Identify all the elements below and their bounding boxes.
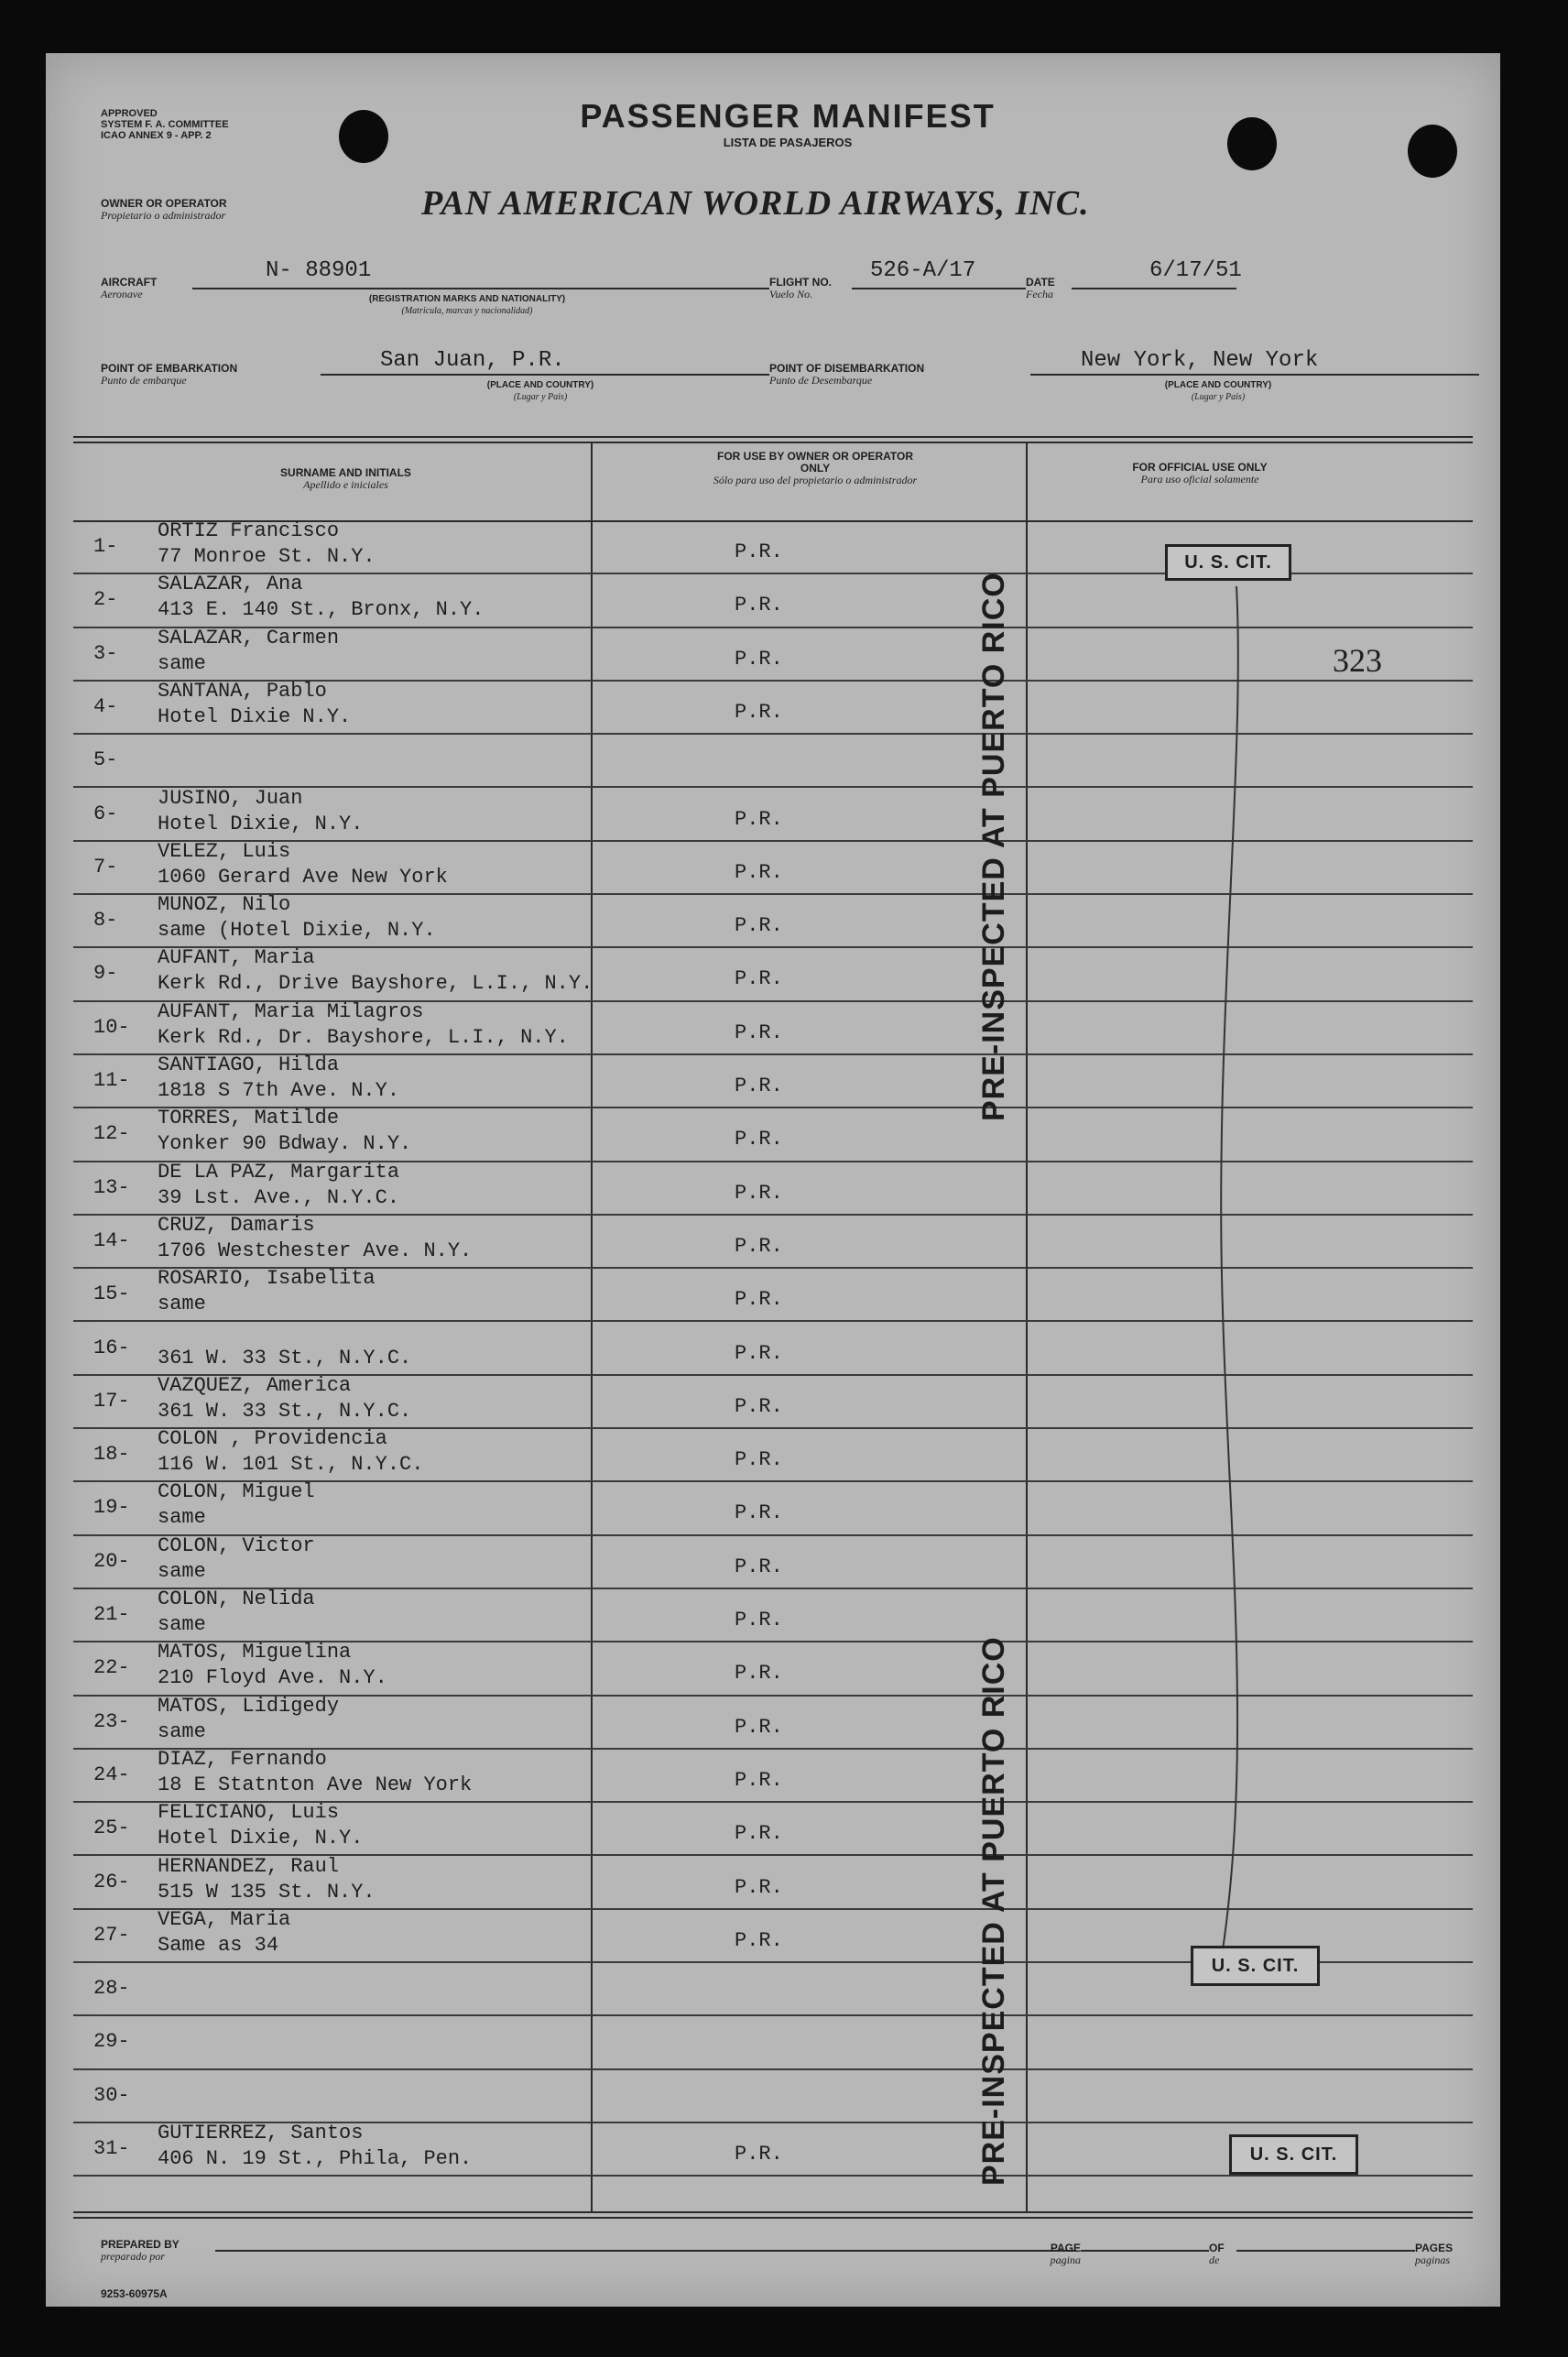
row-number: 14- bbox=[93, 1228, 130, 1252]
passenger-name: DIAZ, Fernando bbox=[158, 1747, 327, 1771]
passenger-address: Kerk Rd., Dr. Bayshore, L.I., N.Y. bbox=[158, 1025, 569, 1049]
registration-note: (REGISTRATION MARKS AND NATIONALITY) (Matricula, marcas y nacionalidad) bbox=[368, 294, 566, 316]
passenger-address: same bbox=[158, 1559, 206, 1583]
place-note: (PLACE AND COUNTRY) (Lugar y Pais) bbox=[486, 380, 594, 402]
passenger-address: 1706 Westchester Ave. N.Y. bbox=[158, 1239, 473, 1262]
operator-code: P.R. bbox=[735, 1609, 783, 1631]
us-citizen-stamp: U. S. CIT. bbox=[1165, 544, 1291, 581]
operator-code: P.R. bbox=[735, 2143, 783, 2166]
passenger-address: same bbox=[158, 1719, 206, 1743]
row-number: 17- bbox=[93, 1389, 130, 1413]
operator-code: P.R. bbox=[735, 914, 783, 938]
manifest-sheet bbox=[46, 53, 1500, 2307]
page-subtitle: LISTA DE PASAJEROS bbox=[723, 136, 853, 149]
approval-line: SYSTEM F. A. COMMITTEE bbox=[101, 119, 229, 130]
passenger-address: Hotel Dixie N.Y. bbox=[158, 704, 352, 728]
passenger-name: COLON, Miguel bbox=[158, 1480, 315, 1504]
punch-hole bbox=[339, 110, 388, 163]
operator-code: P.R. bbox=[735, 1288, 783, 1312]
operator-name: PAN AMERICAN WORLD AIRWAYS, INC. bbox=[421, 184, 1090, 223]
passenger-name: GUTIERREZ, Santos bbox=[158, 2122, 364, 2144]
date-value: 6/17/51 bbox=[1149, 258, 1242, 283]
operator-code: P.R. bbox=[735, 1875, 783, 1899]
row-number: 7- bbox=[93, 855, 118, 878]
of-label: OF de bbox=[1209, 2242, 1225, 2266]
passenger-name: ROSARIO, Isabelita bbox=[158, 1267, 376, 1291]
approval-line: ICAO ANNEX 9 - APP. 2 bbox=[101, 130, 212, 141]
passenger-name: COLON , Providencia bbox=[158, 1427, 387, 1451]
official-number: 323 bbox=[1333, 642, 1382, 679]
passenger-name: VEGA, Maria bbox=[158, 1907, 291, 1931]
passenger-name: VAZQUEZ, America bbox=[158, 1373, 352, 1397]
passenger-address: 18 E Statnton Ave New York bbox=[158, 1773, 473, 1796]
owner-label: OWNER OR OPERATOR Propietario o administrador bbox=[101, 197, 227, 222]
punch-hole bbox=[1227, 117, 1277, 170]
passenger-address: Hotel Dixie, N.Y. bbox=[158, 812, 364, 835]
passenger-name: AUFANT, Maria Milagros bbox=[158, 999, 424, 1023]
row-number: 29- bbox=[93, 2030, 130, 2054]
passenger-name: AUFANT, Maria bbox=[158, 946, 315, 970]
row-number: 10- bbox=[93, 1015, 130, 1039]
flight-label: FLIGHT NO. Vuelo No. bbox=[769, 276, 832, 300]
operator-code: P.R. bbox=[735, 540, 783, 563]
passenger-name: ORTIZ Francisco bbox=[158, 519, 340, 542]
operator-code: P.R. bbox=[735, 1448, 783, 1472]
aircraft-label: AIRCRAFT Aeronave bbox=[101, 276, 158, 300]
operator-code: P.R. bbox=[735, 1128, 783, 1151]
passenger-name: SANTIAGO, Hilda bbox=[158, 1053, 340, 1076]
operator-code: P.R. bbox=[735, 1822, 783, 1846]
passenger-name: VELEZ, Luis bbox=[158, 839, 291, 863]
us-citizen-stamp: U. S. CIT. bbox=[1191, 1946, 1320, 1986]
page-title: PASSENGER MANIFEST bbox=[580, 97, 996, 135]
passenger-name: JUSINO, Juan bbox=[158, 786, 303, 810]
disembark-value: New York, New York bbox=[1081, 348, 1319, 373]
punch-hole bbox=[1408, 125, 1457, 178]
flight-value: 526-A/17 bbox=[870, 258, 976, 283]
operator-code: P.R. bbox=[735, 1394, 783, 1418]
passenger-address: Yonker 90 Bdway. N.Y. bbox=[158, 1132, 412, 1156]
row-number: 28- bbox=[93, 1977, 130, 2001]
form-number: 9253-60975A bbox=[101, 2287, 168, 2300]
row-number: 25- bbox=[93, 1817, 130, 1840]
operator-code: P.R. bbox=[735, 1555, 783, 1578]
approval-line: APPROVED bbox=[101, 108, 158, 119]
row-number: 15- bbox=[93, 1282, 130, 1306]
prepared-by-label: PREPARED BY preparado por bbox=[101, 2238, 180, 2263]
approval-block bbox=[101, 108, 229, 141]
passenger-address: 116 W. 101 St., N.Y.C. bbox=[158, 1453, 424, 1477]
aircraft-value: N- 88901 bbox=[266, 258, 372, 283]
row-number: 9- bbox=[93, 962, 118, 986]
row-number: 16- bbox=[93, 1336, 130, 1359]
row-number: 24- bbox=[93, 1762, 130, 1786]
row-number: 5- bbox=[93, 748, 118, 772]
passenger-name: SALAZAR, Ana bbox=[158, 573, 303, 596]
row-number: 23- bbox=[93, 1709, 130, 1733]
row-number: 8- bbox=[93, 909, 118, 933]
operator-code: P.R. bbox=[735, 860, 783, 884]
operator-code: P.R. bbox=[735, 1662, 783, 1686]
operator-code: P.R. bbox=[735, 1768, 783, 1792]
passenger-name: HERNANDEZ, Raul bbox=[158, 1854, 340, 1878]
passenger-address: Hotel Dixie, N.Y. bbox=[158, 1827, 364, 1850]
passenger-row bbox=[46, 2015, 1500, 2068]
passenger-address: 406 N. 19 St., Phila, Pen. bbox=[158, 2147, 473, 2170]
row-number: 22- bbox=[93, 1656, 130, 1680]
passenger-address: 361 W. 33 St., N.Y.C. bbox=[158, 1399, 412, 1423]
row-number: 11- bbox=[93, 1069, 130, 1092]
operator-code: P.R. bbox=[735, 807, 783, 831]
row-number: 2- bbox=[93, 588, 118, 612]
passenger-address: Same as 34 bbox=[158, 1933, 279, 1957]
row-number: 27- bbox=[93, 1923, 130, 1947]
bracket-line bbox=[1181, 577, 1291, 2006]
passenger-address: same bbox=[158, 1506, 206, 1530]
passenger-name: TORRES, Matilde bbox=[158, 1107, 340, 1130]
row-number: 1- bbox=[93, 535, 118, 558]
title-block bbox=[485, 97, 1090, 149]
passenger-address: same (Hotel Dixie, N.Y. bbox=[158, 919, 436, 943]
passenger-address: 413 E. 140 St., Bronx, N.Y. bbox=[158, 598, 485, 622]
passenger-address: 361 W. 33 St., N.Y.C. bbox=[158, 1346, 412, 1369]
passenger-name: MATOS, Lidigedy bbox=[158, 1694, 340, 1718]
passenger-address: 39 Lst. Ave., N.Y.C. bbox=[158, 1185, 400, 1209]
operator-code: P.R. bbox=[735, 967, 783, 991]
passenger-name: SANTANA, Pablo bbox=[158, 679, 327, 703]
passenger-address: 515 W 135 St. N.Y. bbox=[158, 1880, 376, 1904]
operator-code: P.R. bbox=[735, 1715, 783, 1739]
row-number: 21- bbox=[93, 1603, 130, 1626]
operator-code: P.R. bbox=[735, 647, 783, 671]
passenger-address: 77 Monroe St. N.Y. bbox=[158, 545, 376, 568]
operator-code: P.R. bbox=[735, 1075, 783, 1097]
passenger-address: same bbox=[158, 651, 206, 675]
row-number: 12- bbox=[93, 1122, 130, 1146]
operator-code: P.R. bbox=[735, 1501, 783, 1525]
passenger-address: 1060 Gerard Ave New York bbox=[158, 865, 448, 889]
passenger-name: SALAZAR, Carmen bbox=[158, 626, 340, 649]
operator-code: P.R. bbox=[735, 1928, 783, 1952]
col-header-operator: FOR USE BY OWNER OR OPERATOR ONLY Sólo para uso del propietario o administrador bbox=[713, 450, 918, 486]
passenger-address: same bbox=[158, 1613, 206, 1636]
row-number: 31- bbox=[93, 2137, 130, 2160]
passenger-name: FELICIANO, Luis bbox=[158, 1801, 340, 1825]
passenger-name: CRUZ, Damaris bbox=[158, 1213, 315, 1237]
row-number: 13- bbox=[93, 1175, 130, 1199]
date-label: DATE Fecha bbox=[1026, 276, 1055, 300]
row-number: 30- bbox=[93, 2083, 130, 2107]
row-number: 18- bbox=[93, 1443, 130, 1467]
passenger-row bbox=[46, 2069, 1500, 2122]
embark-value: San Juan, P.R. bbox=[380, 348, 565, 373]
pages-label: PAGES paginas bbox=[1415, 2242, 1454, 2266]
operator-code: P.R. bbox=[735, 1181, 783, 1205]
place-note: (PLACE AND COUNTRY) (Lugar y Pais) bbox=[1164, 380, 1272, 402]
passenger-name: COLON, Victor bbox=[158, 1533, 315, 1557]
passenger-address: Kerk Rd., Drive Bayshore, L.I., N.Y. bbox=[158, 972, 593, 996]
operator-code: P.R. bbox=[735, 1020, 783, 1044]
col-header-name: SURNAME AND INITIALS Apellido e iniciales bbox=[280, 466, 411, 491]
passenger-name: MUNOZ, Nilo bbox=[158, 893, 291, 917]
row-divider bbox=[73, 2175, 1473, 2177]
passenger-name: MATOS, Miguelina bbox=[158, 1641, 352, 1664]
page-label: PAGE pagina bbox=[1050, 2242, 1081, 2266]
operator-code: P.R. bbox=[735, 1341, 783, 1365]
operator-code: P.R. bbox=[735, 1234, 783, 1258]
operator-code: P.R. bbox=[735, 700, 783, 724]
disembark-label: POINT OF DISEMBARKATION Punto de Desembarque bbox=[769, 362, 925, 387]
passenger-name: COLON, Nelida bbox=[158, 1588, 315, 1610]
row-number: 26- bbox=[93, 1870, 130, 1893]
row-number: 19- bbox=[93, 1496, 130, 1520]
operator-code: P.R. bbox=[735, 594, 783, 617]
passenger-name: DE LA PAZ, Margarita bbox=[158, 1160, 400, 1184]
embark-label: POINT OF EMBARKATION Punto de embarque bbox=[101, 362, 238, 387]
us-citizen-stamp: U. S. CIT. bbox=[1229, 2134, 1358, 2175]
row-number: 20- bbox=[93, 1549, 130, 1573]
col-header-official: FOR OFFICIAL USE ONLY Para uso oficial solamente bbox=[1132, 461, 1268, 486]
passenger-address: same bbox=[158, 1293, 206, 1316]
passenger-address: 1818 S 7th Ave. N.Y. bbox=[158, 1079, 400, 1102]
row-number: 3- bbox=[93, 641, 118, 665]
row-number: 6- bbox=[93, 802, 118, 825]
pre-inspected-stamp: PRE-INSPECTED AT PUERTO RICO bbox=[976, 1636, 1011, 2186]
passenger-address: 210 Floyd Ave. N.Y. bbox=[158, 1666, 387, 1690]
pre-inspected-stamp: PRE-INSPECTED AT PUERTO RICO bbox=[976, 572, 1011, 1121]
row-number: 4- bbox=[93, 694, 118, 718]
